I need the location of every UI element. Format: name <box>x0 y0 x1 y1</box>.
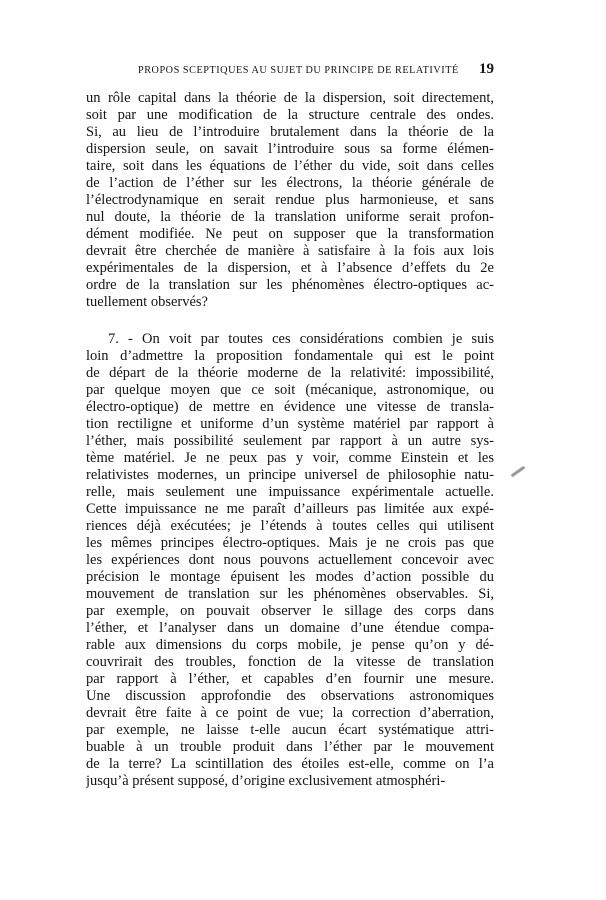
running-title: PROPOS SCEPTIQUES AU SUJET DU PRINCIPE DE RELATIVITÉ <box>138 65 459 76</box>
text-line: 7. - On voit par toutes ces considérations combien je suis <box>108 331 494 347</box>
text-line: de l’action de l’éther sur les électrons, la théorie générale de <box>86 175 494 191</box>
text-line: buable à un trouble produit dans l’éther par le mouvement <box>86 739 494 755</box>
text-line: rable aux dimensions du corps mobile, je pense qu’on y dé- <box>86 637 494 653</box>
text-line: devrait être faite à ce point de vue; la correction d’aberration, <box>86 705 494 721</box>
text-line: devrait être cherchée de manière à satisfaire à la fois aux lois <box>86 243 494 259</box>
text-line: tuellement observés? <box>86 294 208 310</box>
text-line: les expériences dont nous pouvons actuellement concevoir avec <box>86 552 494 568</box>
paragraph-continuation <box>86 90 494 311</box>
text-line: dispersion seule, on savait l’introduire sous sa forme élémen- <box>86 141 494 157</box>
text-line: expérimentales de la dispersion, et à l’absence d’effets du 2e <box>86 260 494 276</box>
text-line: par exemple, on pouvait observer le sillage des corps dans <box>86 603 494 619</box>
pencil-mark <box>511 466 526 478</box>
text-line: Une discussion approfondie des observations astronomiques <box>86 688 494 704</box>
text-line: un rôle capital dans la théorie de la dispersion, soit directement, <box>86 90 494 106</box>
text-line: l’éther, mais possibilité seulement par rapport à un autre sys- <box>86 433 494 449</box>
text-line: par exemple, ne laisse t-elle aucun écart systématique attri- <box>86 722 494 738</box>
text-line: ordre de la translation sur les phénomènes électro-optiques ac- <box>86 277 494 293</box>
text-line: riences déjà exécutées; je l’étends à toutes celles qui utilisent <box>86 518 494 534</box>
text-line: de départ de la théorie moderne de la relativité: impossibilité, <box>86 365 494 381</box>
text-line: tème matériel. Je ne peux pas y voir, comme Einstein et les <box>86 450 494 466</box>
text-line: les mêmes principes électro-optiques. Mais je ne crois pas que <box>86 535 494 551</box>
paragraph-section-7 <box>86 331 494 790</box>
text-line: Cette impuissance ne me paraît d’ailleurs pas limitée aux expé- <box>86 501 494 517</box>
text-line: Si, au lieu de l’introduire brutalement dans la théorie de la <box>86 124 494 140</box>
text-line: par rapport à l’éther, et capables d’en fournir une mesure. <box>86 671 494 687</box>
text-line: relle, mais seulement une impuissance expérimentale actuelle. <box>86 484 494 500</box>
text-line: jusqu’à présent supposé, d’origine exclusivement atmosphéri- <box>86 773 446 789</box>
text-line: mouvement de translation sur les phénomènes observables. Si, <box>86 586 494 602</box>
text-line: relativistes modernes, un principe universel de philosophie natu- <box>86 467 494 483</box>
text-line: soit par une modification de la structure centrale des ondes. <box>86 107 494 123</box>
text-line: précision le montage épuisent les modes d’action possible du <box>86 569 494 585</box>
text-line: loin d’admettre la proposition fondamentale qui est le point <box>86 348 494 364</box>
text-line: électro-optique) de mettre en évidence une vitesse de transla- <box>86 399 494 415</box>
text-line: couvrirait des troubles, fonction de la vitesse de translation <box>86 654 494 670</box>
text-line: l’éther, et l’analyser dans un domaine d’une étendue compa- <box>86 620 494 636</box>
text-line: nul doute, la théorie de la translation uniforme serait profon- <box>86 209 494 225</box>
running-header <box>86 62 494 80</box>
text-line: dément modifiée. Ne peut on supposer que la transformation <box>86 226 494 242</box>
text-line: taire, soit dans les équations de l’éther du vide, soit dans celles <box>86 158 494 174</box>
text-line: tion rectiligne et uniforme d’un système matériel par rapport à <box>86 416 494 432</box>
text-line: par quelque moyen que ce soit (mécanique, astronomique, ou <box>86 382 494 398</box>
text-line: l’électrodynamique en serait rendue plus harmonieuse, et sans <box>86 192 494 208</box>
text-line: de la terre? La scintillation des étoiles est-elle, comme on l’a <box>86 756 494 772</box>
page-number: 19 <box>479 61 494 77</box>
